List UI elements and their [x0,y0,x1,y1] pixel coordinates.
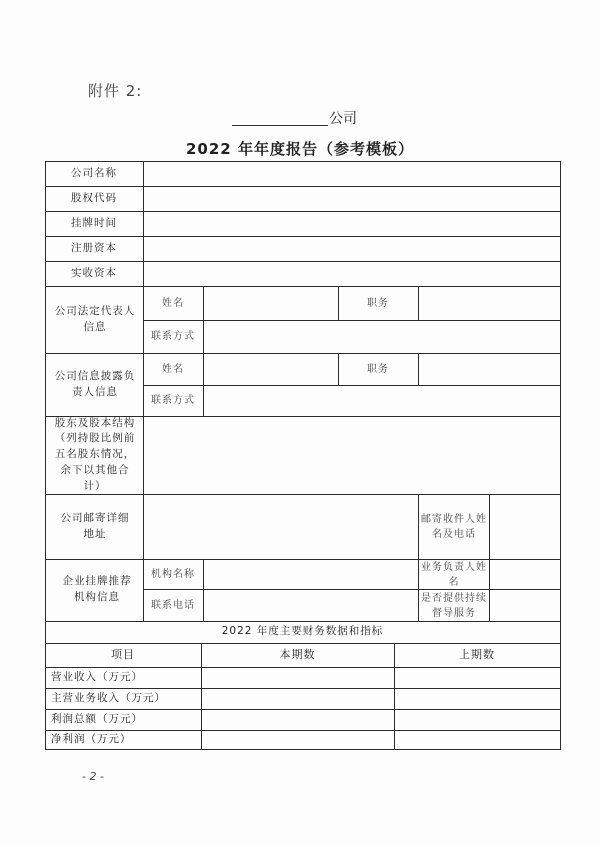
revenue-previous-field[interactable] [395,668,560,688]
row-label-main-revenue: 主营业务收入（万元） [51,691,166,704]
legal-rep-position-label: 职务 [367,297,389,309]
legal-rep-name-label: 姓名 [162,297,184,309]
disclosure-label: 公司信息披露负责人信息 [54,370,136,398]
sponsor-org-field[interactable] [204,560,418,589]
attachment-label: 附件 2: [88,82,143,100]
legal-rep-contact-field[interactable] [204,321,560,353]
company-suffix: 公司 [329,111,357,127]
mail-recipient-field[interactable] [490,495,560,559]
legal-rep-name-field[interactable] [204,287,338,320]
row-label-revenue: 营业收入（万元） [51,670,143,683]
disclosure-name-label: 姓名 [162,363,184,375]
disclosure-position-label: 职务 [367,363,389,375]
column-header-current: 本期数 [279,647,316,661]
supervision-field[interactable] [490,590,560,621]
shareholders-field[interactable] [144,417,560,494]
stock-code-label: 股权代码 [71,191,117,204]
paid-in-capital-label: 实收资本 [71,266,117,279]
column-header-previous: 上期数 [459,647,495,661]
supervision-label: 是否提供持续督导服务 [421,592,487,619]
sponsor-phone-field[interactable] [204,590,418,621]
row-label-net-profit: 净利润（万元） [51,732,132,745]
business-head-label: 业务负责人姓名 [421,561,487,588]
net-profit-previous-field[interactable] [395,731,560,749]
disclosure-position-field[interactable] [419,354,560,385]
mailing-address-label: 公司邮寄详细地址 [60,512,130,540]
business-head-field[interactable] [490,560,560,589]
mailing-address-field[interactable] [144,495,418,559]
shareholders-label: 股东及股本结构（列持股比例前五名股东情况，余下以其他合计） [54,416,136,492]
legal-rep-label: 公司法定代表人信息 [54,305,136,333]
paid-in-capital-field[interactable] [144,262,560,286]
total-profit-current-field[interactable] [202,710,394,730]
page-number: - 2 - [82,770,104,783]
total-profit-previous-field[interactable] [395,710,560,730]
stock-code-field[interactable] [144,187,560,211]
sponsor-label: 企业挂牌推荐机构信息 [62,575,132,603]
disclosure-contact-label: 联系方式 [151,395,195,406]
mail-recipient-label: 邮寄收件人姓名及电话 [421,514,487,540]
sponsor-org-label: 机构名称 [151,568,195,580]
company-name-field[interactable] [144,162,560,186]
main-revenue-previous-field[interactable] [395,689,560,709]
legal-rep-contact-label: 联系方式 [151,331,195,342]
net-profit-current-field[interactable] [202,731,394,749]
sponsor-phone-label: 联系电话 [151,599,195,611]
row-label-total-profit: 利润总额（万元） [51,712,143,725]
listing-time-field[interactable] [144,212,560,236]
financial-section-title: 2022 年度主要财务数据和指标 [221,625,384,638]
company-name-label: 公司名称 [71,166,117,179]
column-header-item: 项目 [111,647,135,661]
revenue-current-field[interactable] [202,668,394,688]
registered-capital-label: 注册资本 [71,241,117,254]
listing-time-label: 挂牌时间 [71,216,117,229]
registered-capital-field[interactable] [144,237,560,261]
disclosure-contact-field[interactable] [204,386,560,416]
page-title: 2022 年年度报告（参考模板） [186,140,414,158]
disclosure-name-field[interactable] [204,354,338,385]
legal-rep-position-field[interactable] [419,287,560,320]
main-revenue-current-field[interactable] [202,689,394,709]
